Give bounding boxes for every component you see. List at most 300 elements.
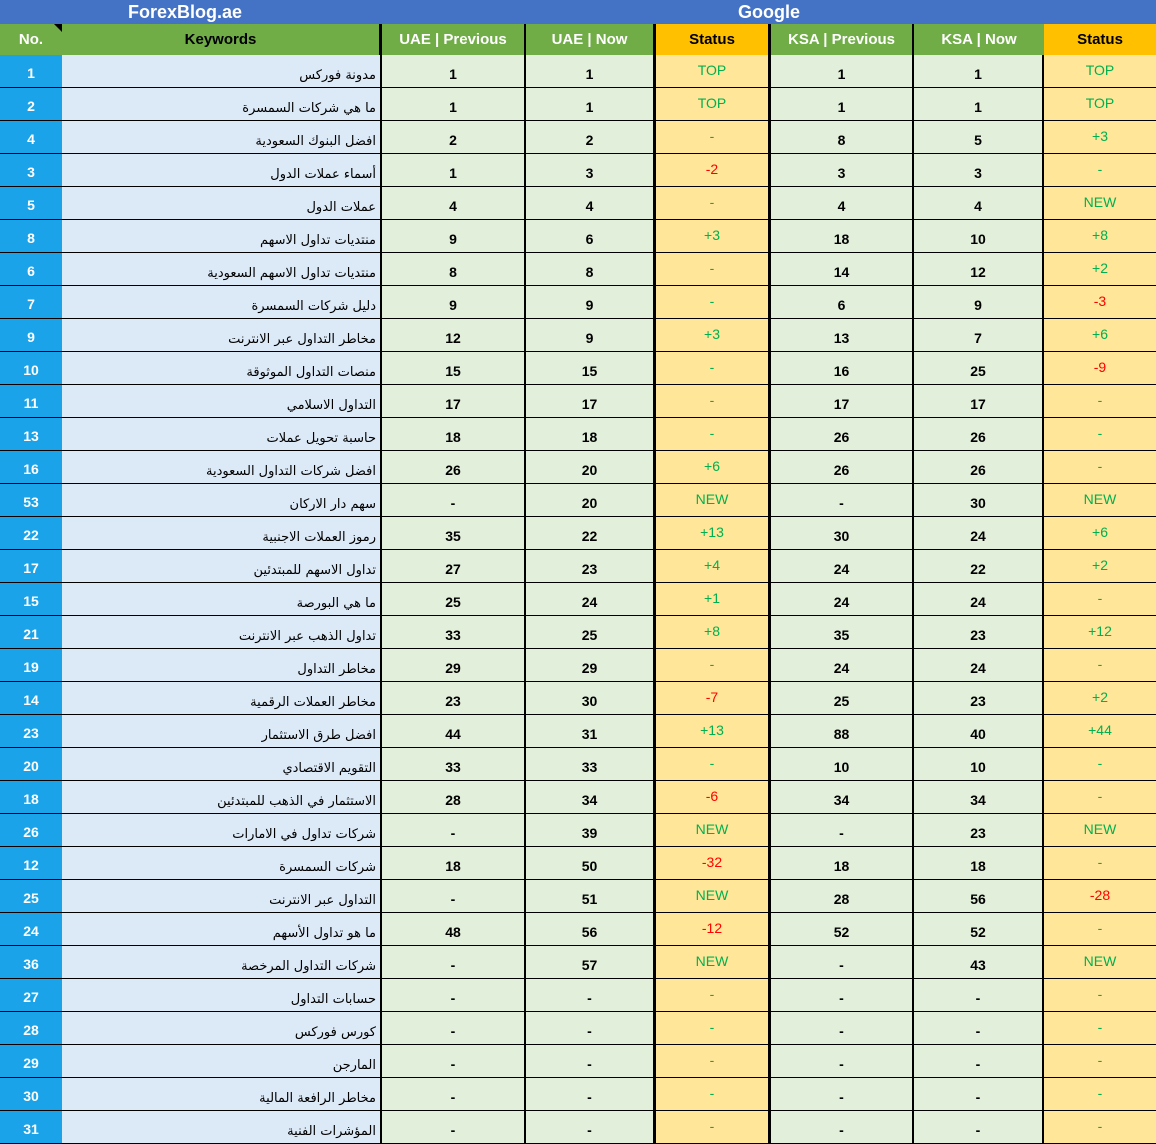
uae-now-cell[interactable]: 15 xyxy=(526,352,656,384)
table-row xyxy=(0,88,1156,121)
row-number[interactable]: 26 xyxy=(0,814,62,846)
uae-status-cell[interactable]: - xyxy=(656,253,768,285)
ksa-now-cell[interactable]: 10 xyxy=(914,748,1044,780)
uae-previous-cell[interactable]: 27 xyxy=(382,550,526,582)
keyword-cell[interactable]: الاستثمار في الذهب للمبتدئين xyxy=(62,781,382,813)
row-number[interactable]: 1 xyxy=(0,55,62,87)
ksa-now-cell[interactable]: 24 xyxy=(914,649,1044,681)
ksa-status-cell[interactable]: +6 xyxy=(1044,517,1156,549)
uae-status-cell[interactable]: +3 xyxy=(656,319,768,351)
uae-previous-cell[interactable]: 15 xyxy=(382,352,526,384)
header-ksa-previous[interactable] xyxy=(768,24,914,55)
uae-previous-cell[interactable]: 29 xyxy=(382,649,526,681)
ksa-now-cell[interactable]: 23 xyxy=(914,814,1044,846)
uae-now-cell[interactable]: 50 xyxy=(526,847,656,879)
uae-previous-cell[interactable]: 1 xyxy=(382,55,526,87)
keyword-cell[interactable]: شركات السمسرة xyxy=(62,847,382,879)
keyword-cell[interactable]: ما هي شركات السمسرة xyxy=(62,88,382,120)
filter-corner-icon xyxy=(54,24,62,32)
table-row xyxy=(0,451,1156,484)
uae-now-cell[interactable]: 3 xyxy=(526,154,656,186)
ksa-status-cell[interactable]: - xyxy=(1044,913,1156,945)
row-number[interactable]: 27 xyxy=(0,979,62,1011)
uae-now-cell[interactable]: 6 xyxy=(526,220,656,252)
uae-status-cell[interactable]: +3 xyxy=(656,220,768,252)
uae-previous-cell[interactable]: 17 xyxy=(382,385,526,417)
uae-status-cell[interactable]: +1 xyxy=(656,583,768,615)
uae-status-cell[interactable]: - xyxy=(656,286,768,318)
keyword-cell[interactable]: مخاطر العملات الرقمية xyxy=(62,682,382,714)
ksa-previous-cell[interactable]: 3 xyxy=(768,154,914,186)
ksa-previous-cell[interactable]: 8 xyxy=(768,121,914,153)
uae-now-cell[interactable]: 25 xyxy=(526,616,656,648)
ksa-previous-cell[interactable]: - xyxy=(768,1045,914,1077)
row-number[interactable]: 22 xyxy=(0,517,62,549)
table-row xyxy=(0,781,1156,814)
row-number[interactable]: 16 xyxy=(0,451,62,483)
uae-status-cell[interactable]: +6 xyxy=(656,451,768,483)
keyword-cell[interactable]: منتديات تداول الاسهم xyxy=(62,220,382,252)
header-uae-previous-label: UAE | Previous xyxy=(399,31,507,48)
row-number[interactable]: 19 xyxy=(0,649,62,681)
uae-status-cell[interactable]: -6 xyxy=(656,781,768,813)
ksa-now-cell[interactable]: 10 xyxy=(914,220,1044,252)
uae-status-cell[interactable]: - xyxy=(656,649,768,681)
table-row xyxy=(0,55,1156,88)
uae-status-cell[interactable]: NEW xyxy=(656,880,768,912)
keyword-cell[interactable]: حسابات التداول xyxy=(62,979,382,1011)
table-row xyxy=(0,814,1156,847)
row-number[interactable]: 53 xyxy=(0,484,62,516)
ksa-status-cell[interactable]: +2 xyxy=(1044,253,1156,285)
row-number[interactable]: 9 xyxy=(0,319,62,351)
table-row xyxy=(0,484,1156,517)
ksa-status-cell[interactable]: - xyxy=(1044,451,1156,483)
uae-previous-cell[interactable]: 26 xyxy=(382,451,526,483)
ksa-status-cell[interactable]: - xyxy=(1044,748,1156,780)
keyword-cell[interactable]: افضل شركات التداول السعودية xyxy=(62,451,382,483)
ksa-previous-cell[interactable]: 1 xyxy=(768,55,914,87)
ksa-previous-cell[interactable]: - xyxy=(768,814,914,846)
uae-status-cell[interactable]: - xyxy=(656,1012,768,1044)
uae-previous-cell[interactable]: 35 xyxy=(382,517,526,549)
uae-previous-cell[interactable]: 1 xyxy=(382,154,526,186)
uae-now-cell[interactable]: 20 xyxy=(526,484,656,516)
row-number[interactable]: 31 xyxy=(0,1111,62,1143)
uae-status-cell[interactable]: -7 xyxy=(656,682,768,714)
ksa-now-cell[interactable]: 5 xyxy=(914,121,1044,153)
ksa-previous-cell[interactable]: 10 xyxy=(768,748,914,780)
ksa-previous-cell[interactable]: - xyxy=(768,1012,914,1044)
ksa-now-cell[interactable]: 22 xyxy=(914,550,1044,582)
ksa-previous-cell[interactable]: 17 xyxy=(768,385,914,417)
uae-now-cell[interactable]: 29 xyxy=(526,649,656,681)
ksa-status-cell[interactable]: - xyxy=(1044,979,1156,1011)
uae-status-cell[interactable]: - xyxy=(656,1111,768,1143)
row-number[interactable]: 23 xyxy=(0,715,62,747)
uae-previous-cell[interactable]: 18 xyxy=(382,418,526,450)
table-row xyxy=(0,154,1156,187)
table-row xyxy=(0,220,1156,253)
uae-previous-cell[interactable]: 33 xyxy=(382,748,526,780)
keyword-cell[interactable]: كورس فوركس xyxy=(62,1012,382,1044)
uae-previous-cell[interactable]: - xyxy=(382,1078,526,1110)
row-number[interactable]: 18 xyxy=(0,781,62,813)
row-number[interactable]: 29 xyxy=(0,1045,62,1077)
uae-previous-cell[interactable]: 1 xyxy=(382,88,526,120)
ksa-previous-cell[interactable]: 13 xyxy=(768,319,914,351)
uae-previous-cell[interactable]: 4 xyxy=(382,187,526,219)
ksa-status-cell[interactable]: - xyxy=(1044,385,1156,417)
uae-now-cell[interactable]: 39 xyxy=(526,814,656,846)
ksa-now-cell[interactable]: 40 xyxy=(914,715,1044,747)
uae-status-cell[interactable]: - xyxy=(656,187,768,219)
ksa-status-cell[interactable]: -28 xyxy=(1044,880,1156,912)
uae-now-cell[interactable]: 1 xyxy=(526,55,656,87)
ksa-status-cell[interactable]: - xyxy=(1044,1045,1156,1077)
keyword-cell[interactable]: دليل شركات السمسرة xyxy=(62,286,382,318)
ksa-now-cell[interactable]: - xyxy=(914,1111,1044,1143)
row-number[interactable]: 12 xyxy=(0,847,62,879)
uae-status-cell[interactable]: - xyxy=(656,1045,768,1077)
uae-now-cell[interactable]: 23 xyxy=(526,550,656,582)
ksa-now-cell[interactable]: 52 xyxy=(914,913,1044,945)
ksa-status-cell[interactable]: TOP xyxy=(1044,55,1156,87)
ksa-status-cell[interactable]: NEW xyxy=(1044,484,1156,516)
uae-status-cell[interactable]: +13 xyxy=(656,715,768,747)
uae-previous-cell[interactable]: 44 xyxy=(382,715,526,747)
header-ksa-now[interactable] xyxy=(914,24,1044,55)
uae-previous-cell[interactable]: 23 xyxy=(382,682,526,714)
ksa-previous-cell[interactable]: 26 xyxy=(768,418,914,450)
ksa-previous-cell[interactable]: 24 xyxy=(768,649,914,681)
uae-previous-cell[interactable]: 9 xyxy=(382,286,526,318)
uae-now-cell[interactable]: 4 xyxy=(526,187,656,219)
ksa-now-cell[interactable]: 18 xyxy=(914,847,1044,879)
uae-status-cell[interactable]: +13 xyxy=(656,517,768,549)
ksa-now-cell[interactable]: 1 xyxy=(914,55,1044,87)
keyword-cell[interactable]: منتديات تداول الاسهم السعودية xyxy=(62,253,382,285)
keyword-cell[interactable]: التداول عبر الانترنت xyxy=(62,880,382,912)
uae-status-cell[interactable]: TOP xyxy=(656,88,768,120)
keyword-cell[interactable]: تداول الذهب عبر الانترنت xyxy=(62,616,382,648)
uae-previous-cell[interactable]: 2 xyxy=(382,121,526,153)
uae-now-cell[interactable]: 22 xyxy=(526,517,656,549)
ksa-now-cell[interactable]: 12 xyxy=(914,253,1044,285)
row-number[interactable]: 24 xyxy=(0,913,62,945)
row-number[interactable]: 17 xyxy=(0,550,62,582)
ksa-previous-cell[interactable]: 35 xyxy=(768,616,914,648)
keyword-cell[interactable]: ما هو تداول الأسهم xyxy=(62,913,382,945)
ksa-now-cell[interactable]: 9 xyxy=(914,286,1044,318)
ksa-previous-cell[interactable]: 88 xyxy=(768,715,914,747)
table-row xyxy=(0,979,1156,1012)
uae-status-cell[interactable]: - xyxy=(656,748,768,780)
uae-status-cell[interactable]: +4 xyxy=(656,550,768,582)
row-number[interactable]: 6 xyxy=(0,253,62,285)
keyword-cell[interactable]: المارجن xyxy=(62,1045,382,1077)
uae-previous-cell[interactable]: 12 xyxy=(382,319,526,351)
ksa-now-cell[interactable]: 4 xyxy=(914,187,1044,219)
uae-previous-cell[interactable]: 9 xyxy=(382,220,526,252)
keyword-cell[interactable]: المؤشرات الفنية xyxy=(62,1111,382,1143)
header-uae-previous[interactable] xyxy=(382,24,526,55)
row-number[interactable]: 30 xyxy=(0,1078,62,1110)
header-ksa-status[interactable] xyxy=(1044,24,1156,55)
keyword-cell[interactable]: تداول الاسهم للمبتدئين xyxy=(62,550,382,582)
uae-previous-cell[interactable]: 25 xyxy=(382,583,526,615)
uae-status-cell[interactable]: - xyxy=(656,418,768,450)
keyword-cell[interactable]: التقويم الاقتصادي xyxy=(62,748,382,780)
uae-now-cell[interactable]: 1 xyxy=(526,88,656,120)
row-number[interactable]: 10 xyxy=(0,352,62,384)
table-row xyxy=(0,715,1156,748)
uae-now-cell[interactable]: 17 xyxy=(526,385,656,417)
keyword-cell[interactable]: مخاطر التداول xyxy=(62,649,382,681)
table-row xyxy=(0,1045,1156,1078)
uae-now-cell[interactable]: 31 xyxy=(526,715,656,747)
uae-now-cell[interactable]: - xyxy=(526,1111,656,1143)
ksa-previous-cell[interactable]: - xyxy=(768,946,914,978)
ksa-status-cell[interactable]: -3 xyxy=(1044,286,1156,318)
uae-now-cell[interactable]: 20 xyxy=(526,451,656,483)
ksa-status-cell[interactable]: - xyxy=(1044,847,1156,879)
uae-now-cell[interactable]: 8 xyxy=(526,253,656,285)
uae-now-cell[interactable]: 9 xyxy=(526,286,656,318)
ksa-now-cell[interactable]: 26 xyxy=(914,451,1044,483)
uae-status-cell[interactable]: NEW xyxy=(656,946,768,978)
keyword-cell[interactable]: أسماء عملات الدول xyxy=(62,154,382,186)
table-row xyxy=(0,121,1156,154)
uae-status-cell[interactable]: TOP xyxy=(656,55,768,87)
row-number[interactable]: 20 xyxy=(0,748,62,780)
uae-now-cell[interactable]: - xyxy=(526,1012,656,1044)
ksa-status-cell[interactable]: - xyxy=(1044,418,1156,450)
ksa-status-cell[interactable]: NEW xyxy=(1044,187,1156,219)
uae-previous-cell[interactable]: 28 xyxy=(382,781,526,813)
ksa-previous-cell[interactable]: 18 xyxy=(768,220,914,252)
ksa-now-cell[interactable]: 26 xyxy=(914,418,1044,450)
ksa-previous-cell[interactable]: 24 xyxy=(768,583,914,615)
ksa-now-cell[interactable]: 3 xyxy=(914,154,1044,186)
keyword-cell[interactable]: حاسبة تحويل عملات xyxy=(62,418,382,450)
row-number[interactable]: 2 xyxy=(0,88,62,120)
ksa-now-cell[interactable]: 1 xyxy=(914,88,1044,120)
table-row xyxy=(0,1012,1156,1045)
search-engine-name: Google xyxy=(738,2,800,22)
keyword-cell[interactable]: افضل طرق الاستثمار xyxy=(62,715,382,747)
ksa-previous-cell[interactable]: 28 xyxy=(768,880,914,912)
ksa-previous-cell[interactable]: 26 xyxy=(768,451,914,483)
uae-status-cell[interactable]: - xyxy=(656,352,768,384)
table-row xyxy=(0,682,1156,715)
keyword-cell[interactable]: عملات الدول xyxy=(62,187,382,219)
uae-now-cell[interactable]: 24 xyxy=(526,583,656,615)
keyword-cell[interactable]: مدونة فوركس xyxy=(62,55,382,87)
uae-previous-cell[interactable]: 48 xyxy=(382,913,526,945)
uae-now-cell[interactable]: - xyxy=(526,1045,656,1077)
header-uae-now[interactable] xyxy=(526,24,656,55)
row-number[interactable]: 14 xyxy=(0,682,62,714)
ksa-now-cell[interactable]: - xyxy=(914,1045,1044,1077)
ksa-previous-cell[interactable]: 30 xyxy=(768,517,914,549)
uae-now-cell[interactable]: 56 xyxy=(526,913,656,945)
uae-previous-cell[interactable]: - xyxy=(382,979,526,1011)
uae-previous-cell[interactable]: - xyxy=(382,1012,526,1044)
ksa-now-cell[interactable]: 25 xyxy=(914,352,1044,384)
ksa-status-cell[interactable]: - xyxy=(1044,1078,1156,1110)
ksa-status-cell[interactable]: TOP xyxy=(1044,88,1156,120)
keyword-cell[interactable]: سهم دار الاركان xyxy=(62,484,382,516)
ksa-now-cell[interactable]: 24 xyxy=(914,583,1044,615)
table-row xyxy=(0,880,1156,913)
row-number[interactable]: 13 xyxy=(0,418,62,450)
uae-status-cell[interactable]: NEW xyxy=(656,814,768,846)
row-number[interactable]: 21 xyxy=(0,616,62,648)
uae-now-cell[interactable]: 30 xyxy=(526,682,656,714)
ksa-now-cell[interactable]: 23 xyxy=(914,682,1044,714)
ksa-status-cell[interactable]: - xyxy=(1044,1012,1156,1044)
ksa-previous-cell[interactable]: 34 xyxy=(768,781,914,813)
ksa-now-cell[interactable]: - xyxy=(914,1078,1044,1110)
ksa-status-cell[interactable]: - xyxy=(1044,154,1156,186)
row-number[interactable]: 11 xyxy=(0,385,62,417)
row-number[interactable]: 15 xyxy=(0,583,62,615)
ranking-table-body xyxy=(0,55,1156,1144)
uae-previous-cell[interactable]: - xyxy=(382,484,526,516)
row-number[interactable]: 28 xyxy=(0,1012,62,1044)
ksa-status-cell[interactable]: NEW xyxy=(1044,814,1156,846)
header-no[interactable] xyxy=(0,24,62,55)
ksa-status-cell[interactable]: +6 xyxy=(1044,319,1156,351)
uae-status-cell[interactable]: - xyxy=(656,385,768,417)
keyword-cell[interactable]: شركات تداول في الامارات xyxy=(62,814,382,846)
keyword-cell[interactable]: منصات التداول الموثوقة xyxy=(62,352,382,384)
ksa-status-cell[interactable]: NEW xyxy=(1044,946,1156,978)
row-number[interactable]: 3 xyxy=(0,154,62,186)
header-ksa-now-label: KSA | Now xyxy=(941,31,1017,48)
ksa-status-cell[interactable]: -9 xyxy=(1044,352,1156,384)
header-uae-status[interactable] xyxy=(656,24,768,55)
ksa-now-cell[interactable]: 24 xyxy=(914,517,1044,549)
keyword-cell[interactable]: التداول الاسلامي xyxy=(62,385,382,417)
uae-now-cell[interactable]: 34 xyxy=(526,781,656,813)
ksa-now-cell[interactable]: 56 xyxy=(914,880,1044,912)
ksa-status-cell[interactable]: - xyxy=(1044,781,1156,813)
ksa-previous-cell[interactable]: 6 xyxy=(768,286,914,318)
table-row xyxy=(0,847,1156,880)
keyword-cell[interactable]: مخاطر التداول عبر الانترنت xyxy=(62,319,382,351)
ksa-now-cell[interactable]: - xyxy=(914,1012,1044,1044)
table-row xyxy=(0,385,1156,418)
ksa-now-cell[interactable]: 43 xyxy=(914,946,1044,978)
keyword-cell[interactable]: ما هي البورصة xyxy=(62,583,382,615)
table-row xyxy=(0,748,1156,781)
ksa-previous-cell[interactable]: - xyxy=(768,1111,914,1143)
ksa-status-cell[interactable]: +8 xyxy=(1044,220,1156,252)
ksa-previous-cell[interactable]: 18 xyxy=(768,847,914,879)
ksa-now-cell[interactable]: 7 xyxy=(914,319,1044,351)
uae-status-cell[interactable]: - xyxy=(656,121,768,153)
ksa-now-cell[interactable]: - xyxy=(914,979,1044,1011)
ksa-status-cell[interactable]: +3 xyxy=(1044,121,1156,153)
ksa-previous-cell[interactable]: 25 xyxy=(768,682,914,714)
uae-previous-cell[interactable]: 8 xyxy=(382,253,526,285)
row-number[interactable]: 4 xyxy=(0,121,62,153)
ksa-previous-cell[interactable]: 24 xyxy=(768,550,914,582)
header-keywords[interactable] xyxy=(62,24,382,55)
row-number[interactable]: 25 xyxy=(0,880,62,912)
ksa-previous-cell[interactable]: 16 xyxy=(768,352,914,384)
uae-status-cell[interactable]: NEW xyxy=(656,484,768,516)
ksa-status-cell[interactable]: +2 xyxy=(1044,550,1156,582)
uae-status-cell[interactable]: - xyxy=(656,1078,768,1110)
keyword-cell[interactable]: رموز العملات الاجنبية xyxy=(62,517,382,549)
ksa-status-cell[interactable]: +2 xyxy=(1044,682,1156,714)
keyword-cell[interactable]: مخاطر الرافعة المالية xyxy=(62,1078,382,1110)
ksa-previous-cell[interactable]: - xyxy=(768,484,914,516)
uae-now-cell[interactable]: 9 xyxy=(526,319,656,351)
uae-now-cell[interactable]: 2 xyxy=(526,121,656,153)
uae-previous-cell[interactable]: 33 xyxy=(382,616,526,648)
ksa-status-cell[interactable]: +12 xyxy=(1044,616,1156,648)
ksa-status-cell[interactable]: - xyxy=(1044,1111,1156,1143)
uae-previous-cell[interactable]: - xyxy=(382,1045,526,1077)
ksa-now-cell[interactable]: 30 xyxy=(914,484,1044,516)
uae-previous-cell[interactable]: - xyxy=(382,946,526,978)
keyword-cell[interactable]: افضل البنوك السعودية xyxy=(62,121,382,153)
row-number[interactable]: 36 xyxy=(0,946,62,978)
table-row xyxy=(0,286,1156,319)
ksa-status-cell[interactable]: - xyxy=(1044,583,1156,615)
ksa-status-cell[interactable]: - xyxy=(1044,649,1156,681)
uae-status-cell[interactable]: -2 xyxy=(656,154,768,186)
uae-now-cell[interactable]: 18 xyxy=(526,418,656,450)
uae-now-cell[interactable]: - xyxy=(526,1078,656,1110)
header-ksa-previous-label: KSA | Previous xyxy=(787,31,895,48)
ksa-now-cell[interactable]: 34 xyxy=(914,781,1044,813)
keyword-cell[interactable]: شركات التداول المرخصة xyxy=(62,946,382,978)
table-row xyxy=(0,616,1156,649)
uae-status-cell[interactable]: -12 xyxy=(656,913,768,945)
ksa-previous-cell[interactable]: 1 xyxy=(768,88,914,120)
uae-now-cell[interactable]: 57 xyxy=(526,946,656,978)
ksa-previous-cell[interactable]: - xyxy=(768,1078,914,1110)
ksa-previous-cell[interactable]: 4 xyxy=(768,187,914,219)
uae-now-cell[interactable]: - xyxy=(526,979,656,1011)
ksa-previous-cell[interactable]: - xyxy=(768,979,914,1011)
ksa-status-cell[interactable]: +44 xyxy=(1044,715,1156,747)
uae-status-cell[interactable]: - xyxy=(656,979,768,1011)
uae-previous-cell[interactable]: - xyxy=(382,880,526,912)
uae-previous-cell[interactable]: - xyxy=(382,814,526,846)
uae-now-cell[interactable]: 51 xyxy=(526,880,656,912)
row-number[interactable]: 7 xyxy=(0,286,62,318)
header-no-label: No. xyxy=(18,31,44,48)
ksa-previous-cell[interactable]: 14 xyxy=(768,253,914,285)
site-name: ForexBlog.ae xyxy=(128,2,243,22)
uae-previous-cell[interactable]: 18 xyxy=(382,847,526,879)
uae-status-cell[interactable]: -32 xyxy=(656,847,768,879)
row-number[interactable]: 8 xyxy=(0,220,62,252)
uae-now-cell[interactable]: 33 xyxy=(526,748,656,780)
ksa-now-cell[interactable]: 23 xyxy=(914,616,1044,648)
row-number[interactable]: 5 xyxy=(0,187,62,219)
uae-previous-cell[interactable]: - xyxy=(382,1111,526,1143)
ksa-previous-cell[interactable]: 52 xyxy=(768,913,914,945)
ksa-now-cell[interactable]: 17 xyxy=(914,385,1044,417)
uae-status-cell[interactable]: +8 xyxy=(656,616,768,648)
